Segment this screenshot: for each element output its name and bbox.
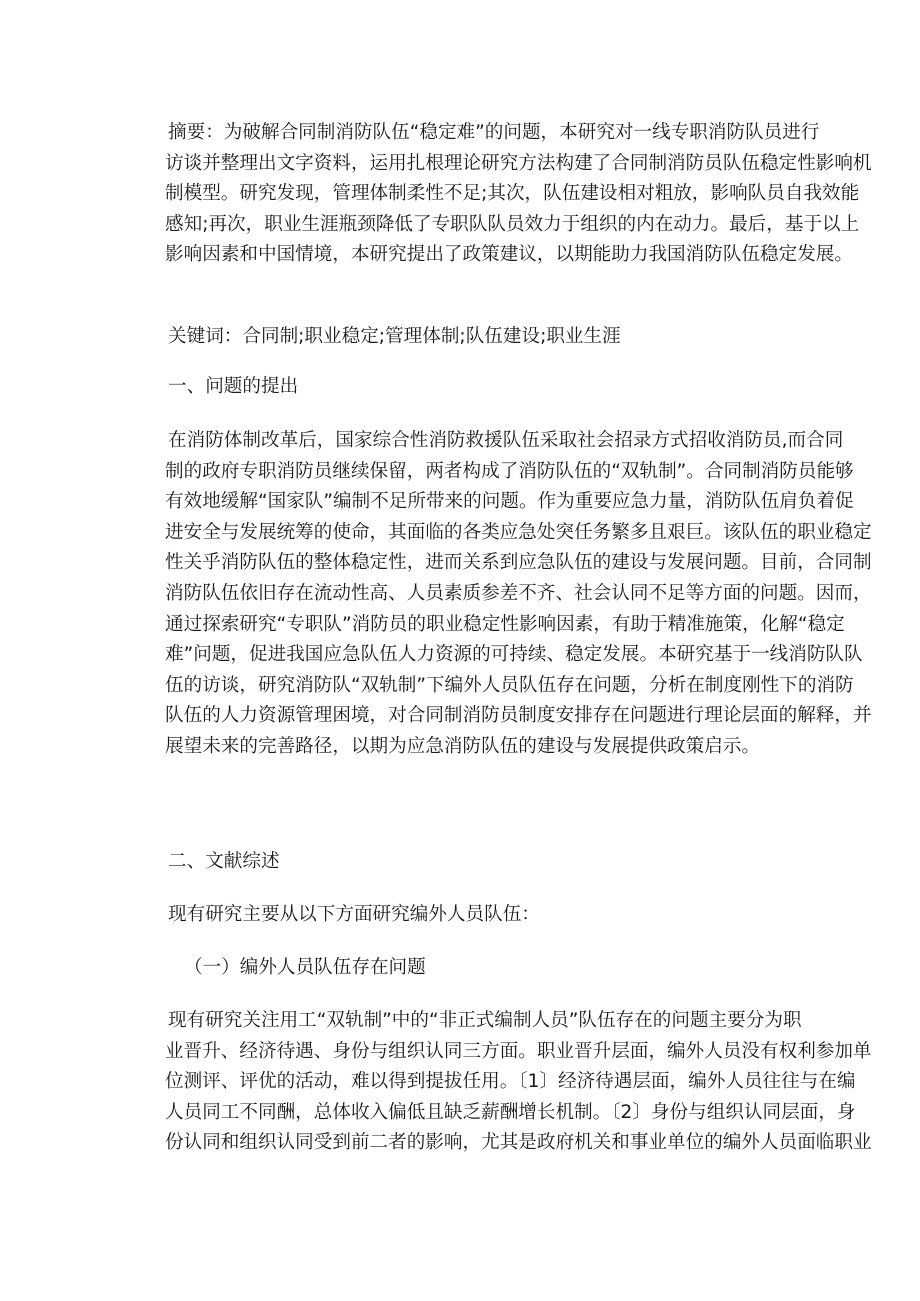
body-line: 难”问题，促进我国应急队伍人力资源的可持续、稳定发展。本研究基于一线消防队队: [165, 644, 863, 666]
body-line: 性关乎消防队伍的整体稳定性，进而关系到应急队伍的建设与发展问题。目前，合同制: [165, 552, 872, 574]
body-line: 制的政府专职消防员继续保留，两者构成了消防队伍的“双轨制”。合同制消防员能够: [165, 460, 854, 482]
body-line: 在消防体制改革后，国家综合性消防救援队伍采取社会招录方式招收消防员,而合同: [168, 430, 844, 451]
section2-intro: 现有研究主要从以下方面研究编外人员队伍：: [168, 904, 540, 925]
body-line: 份认同和组织认同受到前二者的影响，尤其是政府机关和事业单位的编外人员面临职业: [165, 1132, 872, 1154]
section-heading: 一、问题的提出: [168, 376, 299, 397]
abstract-paragraph: [165, 118, 872, 271]
abstract-line: 制模型。研究发现，管理体制柔性不足;其次，队伍建设相对粗放，影响队员自我效能: [165, 183, 860, 205]
body-line: 进安全与发展统筹的使命，其面临的各类应急处突任务繁多且艰巨。该队伍的职业稳定: [165, 521, 872, 543]
body-line: 位测评、评优的活动，难以得到提拔任用。〔1〕经济待遇层面，编外人员往往与在编: [165, 1071, 856, 1093]
abstract-line: 访谈并整理出文字资料，运用扎根理论研究方法构建了合同制消防员队伍稳定性影响机: [165, 152, 872, 174]
body-line: 队伍的人力资源管理困境，对合同制消防员制度安排存在问题进行理论层面的解释，并: [165, 705, 872, 727]
body-line: 现有研究关注用工“双轨制”中的“非正式编制人员”队伍存在的问题主要分为职: [168, 1010, 802, 1031]
body-line: 通过探索研究“专职队”消防员的职业稳定性影响因素，有助于精准施策，化解“稳定: [165, 613, 845, 635]
subsection-heading: （一）编外人员队伍存在问题: [184, 957, 426, 978]
body-line: 展望未来的完善路径，以期为应急消防队伍的建设与发展提供政策启示。: [165, 735, 761, 757]
abstract-line: 感知;再次，职业生涯瓶颈降低了专职队队员效力于组织的内在动力。最后，基于以上: [165, 213, 860, 235]
body-line: 人员同工不同酬，总体收入偏低且缺乏薪酬增长机制。〔2〕身份与组织认同层面，身: [165, 1101, 856, 1123]
body-line: 伍的访谈，研究消防队“双轨制”下编外人员队伍存在问题，分析在制度刚性下的消防: [165, 674, 854, 696]
section2-paragraph: [165, 1006, 872, 1159]
body-line: 业晋升、经济待遇、身份与组织认同三方面。职业晋升层面，编外人员没有权利参加单: [165, 1040, 872, 1062]
abstract-line: 摘要：为破解合同制消防队伍“稳定难”的问题，本研究对一线专职消防队员进行: [168, 122, 820, 143]
section-heading: 二、文献综述: [168, 851, 280, 872]
body-line: 消防队伍依旧存在流动性高、人员素质参差不齐、社会认同不足等方面的问题。因而，: [165, 582, 872, 604]
section1-paragraph: [165, 426, 872, 763]
keywords-line: 关键词：合同制;职业稳定;管理体制;队伍建设;职业生涯: [168, 326, 621, 347]
abstract-line: 影响因素和中国情境，本研究提出了政策建议，以期能助力我国消防队伍稳定发展。: [165, 244, 853, 266]
body-line: 有效地缓解“国家队”编制不足所带来的问题。作为重要应急力量，消防队伍肩负着促: [165, 491, 854, 513]
